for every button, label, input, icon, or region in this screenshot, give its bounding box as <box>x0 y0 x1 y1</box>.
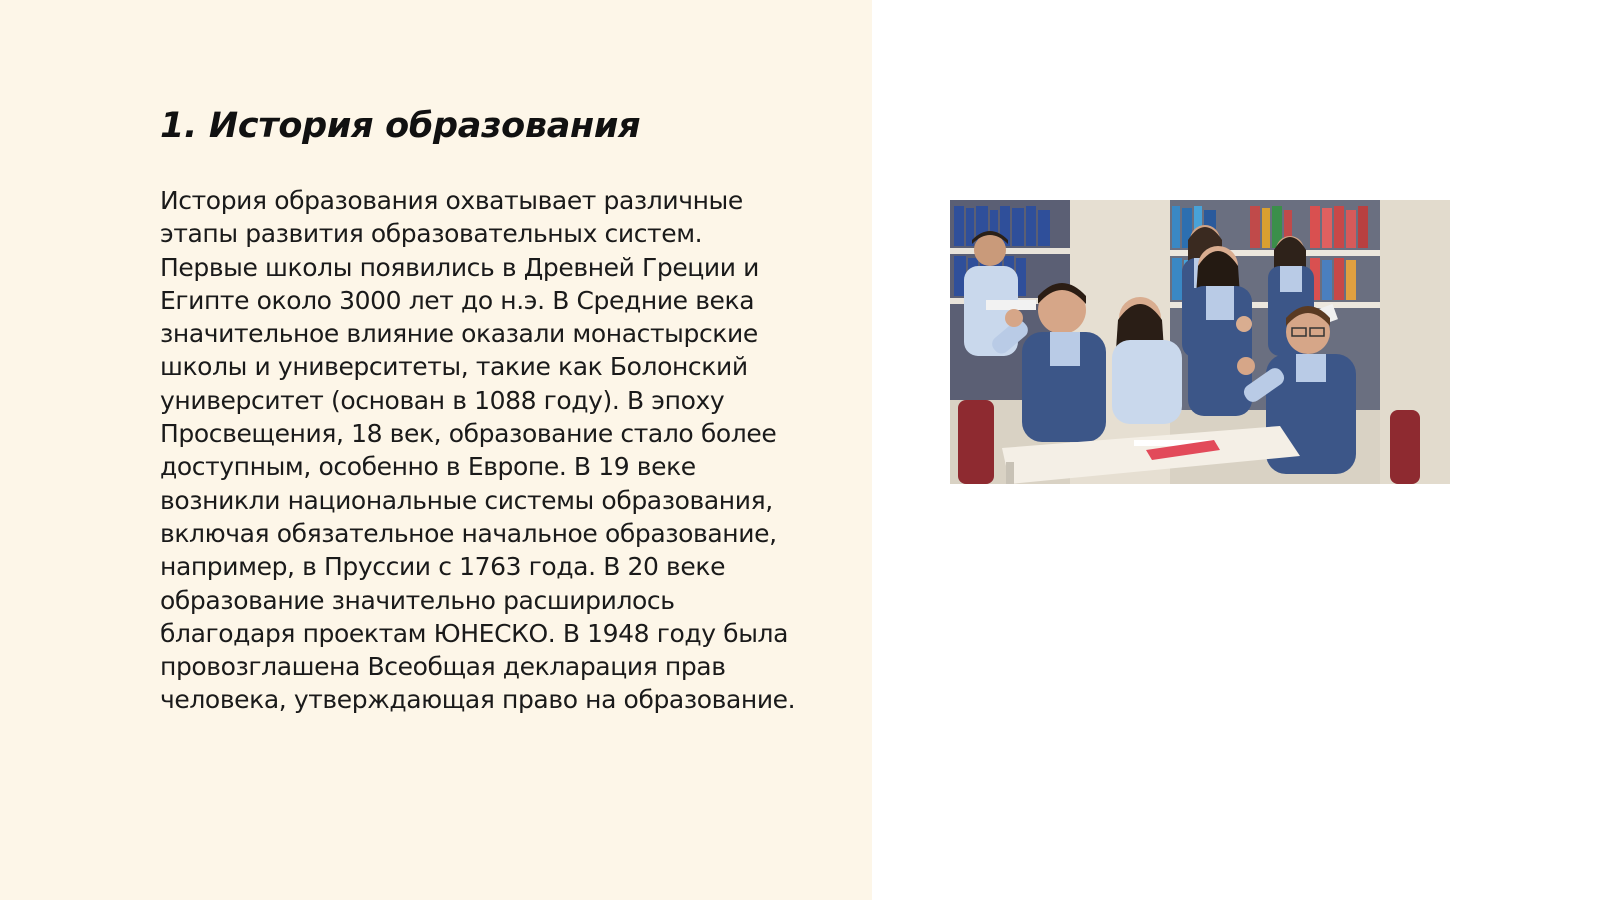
photo-illustration <box>950 200 1450 484</box>
students-in-library-photo <box>950 200 1450 484</box>
slide-body-text: История образования охватывает различные этапы развития образовательных систем. Первые школы появились в Древней Греции и Египте около 3000 лет до н.э. В Средние века значительное влияние оказали монастырские школы и университеты, такие как Болонский университет (основан в 1088 году). В эпоху Просвещения, 18 век, образование стало более доступным, особенно в Европе. В 19 веке возникли национальные системы образования, включая обязательное начальное образование, например, в Пруссии с 1763 года. В 20 веке образование значительно расширилось благодаря проектам ЮНЕСКО. В 1948 году была провозглашена Всеобщая декларация прав человека, утверждающая право на образование. <box>160 186 796 715</box>
slide-title: 1. История образования <box>160 106 641 146</box>
